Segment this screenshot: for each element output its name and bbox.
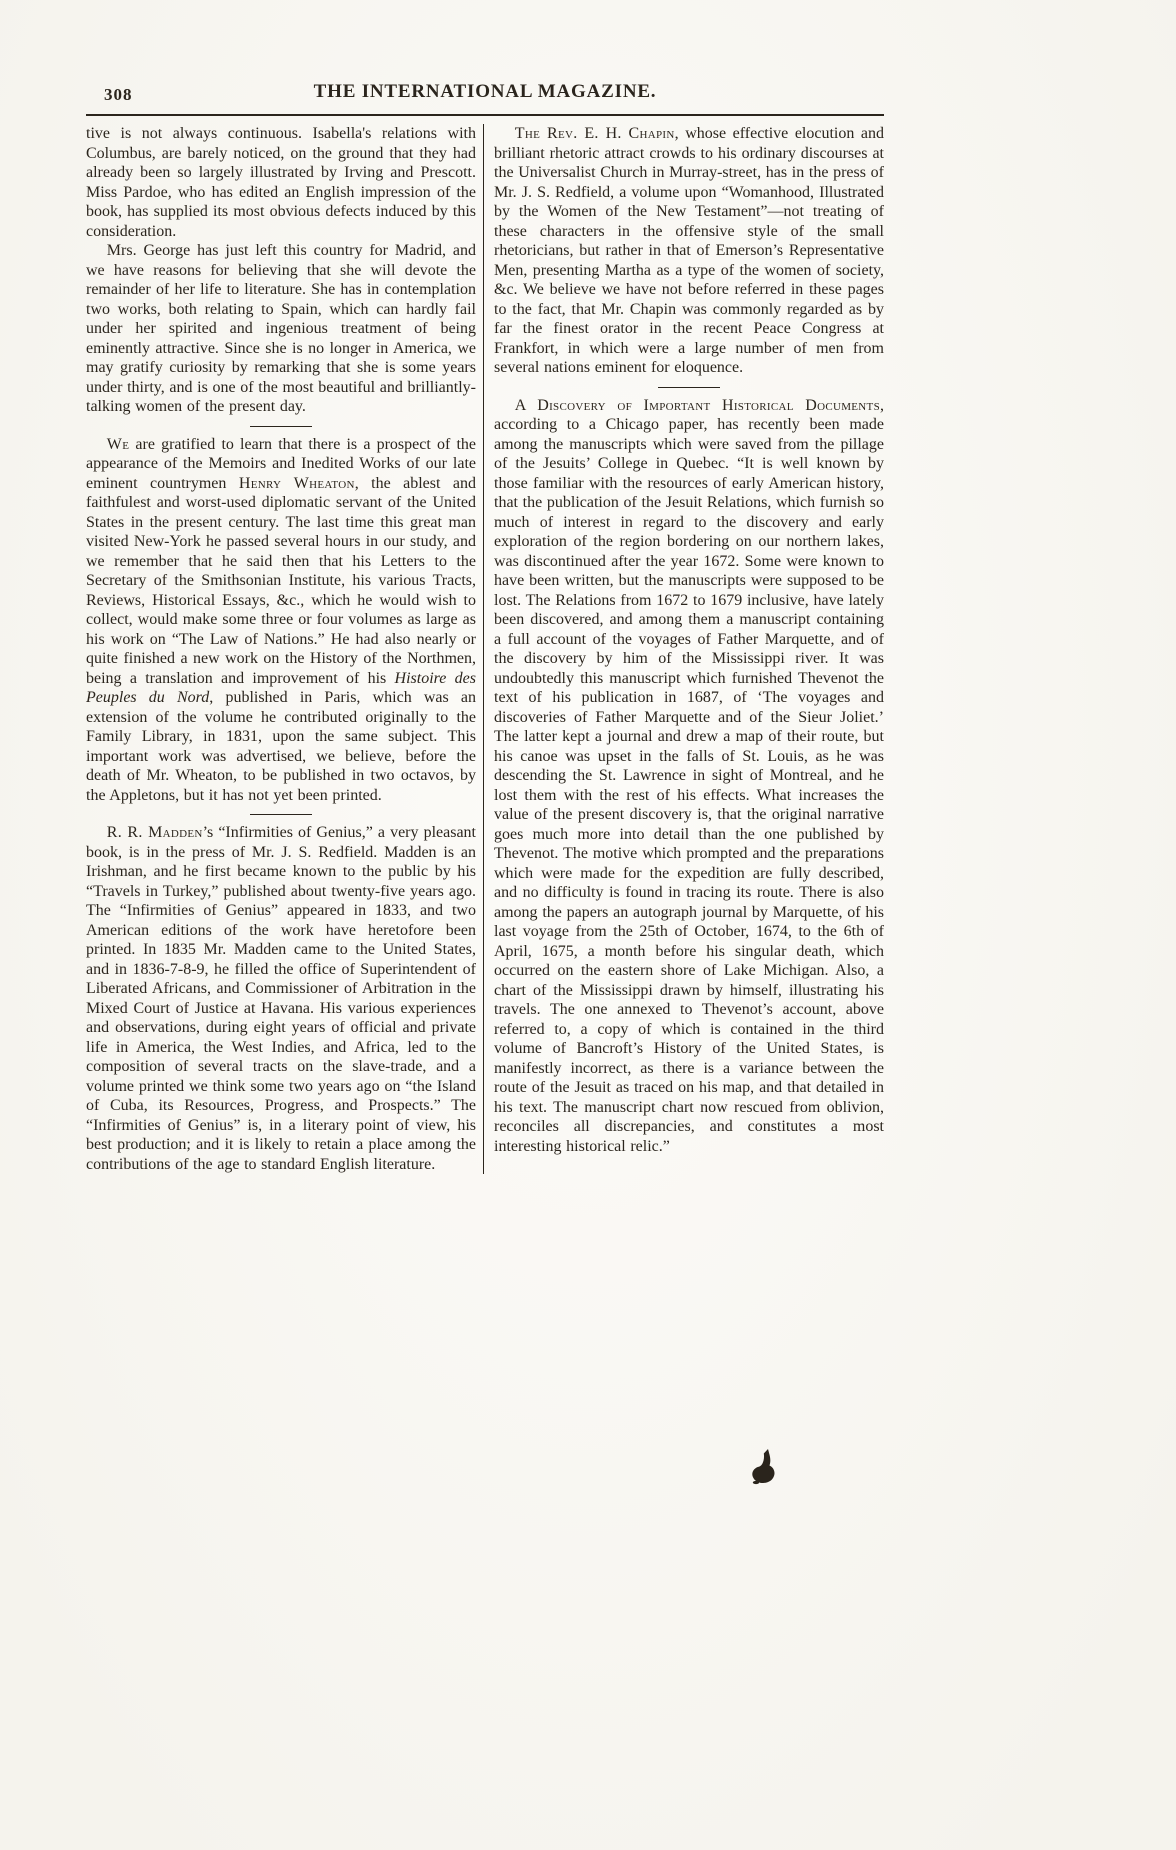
body-text: tive is not always continuous. Isabella's relations with Columbus, are barely noticed, on the ground that they had already been so largely illustrated by Irving and Prescott. Miss Pardoe, who has edited an English impression of the book, has supplied its most obvious defects induced by this consideration. xyxy=(86,125,476,240)
body-text: , whose effective elocution and brilliant rhetoric attract crowds to his ordinary discourses at the Universalist Church in Murray-street, has in the press of Mr. J. S. Redfield, a volume upon “Womanhood, Illustrated by the Women of the New Testament”—not treating of these characters in the offensive style of the small rhetoricians, but rather in that of Emerson’s Representative Men, presenting Martha as a type of the women of society, &c. We believe we have not before referred in these pages to the fact, that Mr. Chapin was commonly regarded as by far the finest orator in the recent Peace Congress at Frankfort, in which were a large number of men from several nations eminent for eloquence. xyxy=(494,125,885,376)
header-rule xyxy=(86,114,884,116)
paragraph xyxy=(494,396,884,1157)
italic-text: Histoire des Peuples du Nord xyxy=(86,669,476,706)
page-content xyxy=(86,78,884,1174)
paragraph xyxy=(86,124,476,241)
page-header xyxy=(86,78,884,112)
body-text: , the ablest and faithfulest and worst-used diplomatic servant of the United States in the present century. The last time this great man visited New-York he passed several hours in our study, and we remember that he said then that his Letters to the Secretary of the Smithsonian Institute, his various Tracts, Reviews, Historical Essays, &c., which he would wish to collect, would make some three or four volumes as large as his work on “The Law of Nations.” He had also nearly or quite finished a new work on the History of the Northmen, being a translation and improvement of his xyxy=(86,474,476,687)
small-caps-text: Henry Wheaton xyxy=(238,474,355,492)
small-caps-text: A Discovery of Important Historical Documents xyxy=(514,396,880,414)
ink-blot-mark xyxy=(748,1448,778,1486)
body-text: , according to a Chicago paper, has recently been made among the manuscripts which were saved from the pillage of the Jesuits’ College in Quebec. “It is well known by those familiar with the resources of early American history, that the publication of the Jesuit Relations, which furnish so much of interest in regard to the discovery and early exploration of the region bordering on our northern lakes, was discontinued after the year 1672. Some were known to have been written, but the manuscripts were supposed to be lost. The Relations from 1672 to 1679 inclusive, have lately been discovered, and among them a manuscript containing a full account of the voyages of Father Marquette, and of the discovery by him of the Mississippi river. It was undoubtedly this manuscript which furnished Thevenot the text of his publication in 1687, of ‘The voyages and discoveries of Father Marquette and of the Sieur Joliet.’ The latter kept a journal and drew a map of their route, but his canoe was upset in the falls of St. Louis, as he was descending the St. Lawrence in sight of Montreal, and he lost them with the rest of his effects. What increases the value of the present discovery is, that the original narrative goes much more into detail than the one published by Thevenot. The motive which prompted and the preparations which were made for the expedition are fully described, and no difficulty is found in tracing its route. There is also among the papers an autograph journal by Marquette, of his last voyage from the 25th of October, 1674, to the 6th of April, 1675, a month before his singular death, which occurred on the eastern shore of Lake Michigan. Also, a chart of the Mississippi drawn by himself, illustrating his travels. The one annexed to Thevenot’s account, above referred to, a copy of which is contained in the third volume of Bancroft’s History of the United States, is manifestly incorrect, as there is a variance between the route of the Jesuit as traced on his map, and that detailed in his text. The manuscript chart now rescued from oblivion, reconciles all discrepancies, and constitutes a most interesting historical relic.” xyxy=(494,396,884,1155)
paragraph xyxy=(494,124,884,378)
article-divider-rule xyxy=(658,387,720,388)
paragraph xyxy=(86,435,476,806)
paragraph xyxy=(86,823,476,1174)
body-text: are gratified to learn that there is a prospect of the appearance of the Memoirs and Inedited Works of our late eminent countrymen xyxy=(86,435,476,492)
two-column-body xyxy=(86,124,884,1174)
body-text: , published in Paris, which was an extension of the volume he contributed originally to the Family Library, in 1831, upon the same subject. This important work was advertised, we believe, before the death of Mr. Wheaton, to be published in two octavos, by the Appletons, but it has not yet been printed. xyxy=(86,689,477,804)
right-column xyxy=(484,124,884,1174)
small-caps-text: We xyxy=(106,435,130,453)
left-column xyxy=(86,124,483,1174)
paragraph xyxy=(86,241,476,417)
page-number: 308 xyxy=(104,85,133,104)
body-text: Mrs. George has just left this country for Madrid, and we have reasons for believing that she will devote the remainder of her life to literature. She has in contemplation two works, both relating to Spain, which can hardly fail under her spirited and ingenious treatment of being eminently attractive. Since she is no longer in America, we may gratify curiosity by remarking that she is some years under thirty, and is one of the most beautiful and brilliantly-talking women of the present day. xyxy=(86,242,476,415)
small-caps-text: R. R. Madden xyxy=(106,824,203,841)
small-caps-text: The Rev. E. H. Chapin xyxy=(514,125,675,142)
article-divider-rule xyxy=(250,426,312,427)
body-text: ’s “Infirmities of Genius,” a very pleasant book, is in the press of Mr. J. S. Redfield. Madden is an Irishman, and he first became known to the public by his “Travels in Turkey,” published about twenty-five years ago. The “Infirmities of Genius” appeared in 1833, and two American editions of the work have heretofore been printed. In 1835 Mr. Madden came to the United States, and in 1836-7-8-9, he filled the office of Superintendent of Liberated Africans, and Commissioner of Arbitration in the Mixed Court of Justice at Havana. His various experiences and observations, during eight years of official and private life in America, the West Indies, and Africa, led to the composition of several tracts on the slave-trade, and a volume printed we think some two years ago on “the Island of Cuba, its Resources, Progress, and Prospects.” The “Infirmities of Genius” is, in a literary point of view, his best production; and it is likely to retain a place among the contributions of the age to standard English literature. xyxy=(86,824,476,1173)
magazine-title: THE INTERNATIONAL MAGAZINE. xyxy=(313,81,657,102)
article-divider-rule xyxy=(250,814,312,815)
